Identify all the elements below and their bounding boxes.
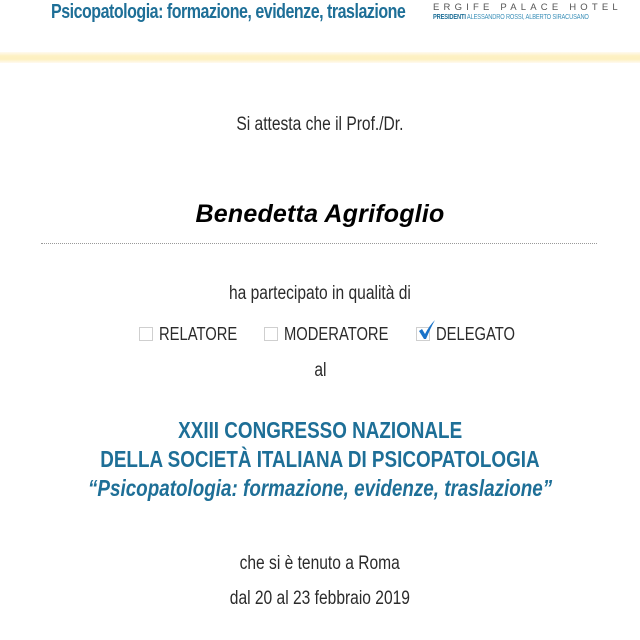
congress-title-line-2 (0, 446, 640, 473)
role-label: DELEGATO (436, 323, 516, 344)
participated-line (0, 283, 640, 305)
header-title: Psicopatologia: formazione, evidenze, traslazione (51, 1, 406, 23)
al-line (0, 360, 640, 382)
congress-subtitle: “Psicopatologia: formazione, evidenze, traslazione” (87, 475, 553, 501)
attest-text: Si attesta che il Prof./Dr. (236, 114, 404, 135)
name-underline (41, 243, 597, 244)
dates-text: dal 20 al 23 febbraio 2019 (229, 588, 411, 609)
dates-line (0, 588, 640, 610)
checkmark-icon (418, 320, 436, 340)
attest-line (0, 114, 640, 136)
decorative-band (0, 52, 640, 63)
place-text: che si è tenuto a Roma (239, 553, 401, 574)
checkbox-empty-icon[interactable] (139, 327, 153, 341)
presidents-line (433, 13, 589, 22)
place-line (0, 553, 640, 575)
role-label: RELATORE (159, 323, 238, 344)
role-option-relatore[interactable] (139, 322, 254, 346)
congress-title-2: DELLA SOCIETÀ ITALIANA DI PSICOPATOLOGIA (100, 446, 540, 472)
congress-subtitle-line (0, 475, 640, 502)
role-option-delegato[interactable] (416, 322, 532, 346)
role-option-moderatore[interactable] (264, 322, 411, 346)
al-text: al (313, 360, 327, 381)
recipient-name: Benedetta Agrifoglio (195, 200, 445, 228)
checkbox-empty-icon[interactable] (264, 327, 278, 341)
participated-text: ha partecipato in qualità di (229, 283, 411, 304)
congress-title-line-1 (0, 417, 640, 444)
hotel-name: ERGIFE PALACE HOTEL (433, 2, 622, 13)
venue-block (433, 2, 623, 22)
presidents-names: ALESSANDRO ROSSI, ALBERTO SIRACUSANO (466, 14, 589, 21)
presidents-label: PRESIDENTI (433, 14, 466, 21)
recipient-name-line (0, 200, 640, 229)
checkbox-checked-icon[interactable] (416, 327, 430, 341)
congress-title-1: XXIII CONGRESSO NAZIONALE (177, 417, 462, 443)
role-label: MODERATORE (284, 323, 389, 344)
role-options (0, 322, 640, 346)
